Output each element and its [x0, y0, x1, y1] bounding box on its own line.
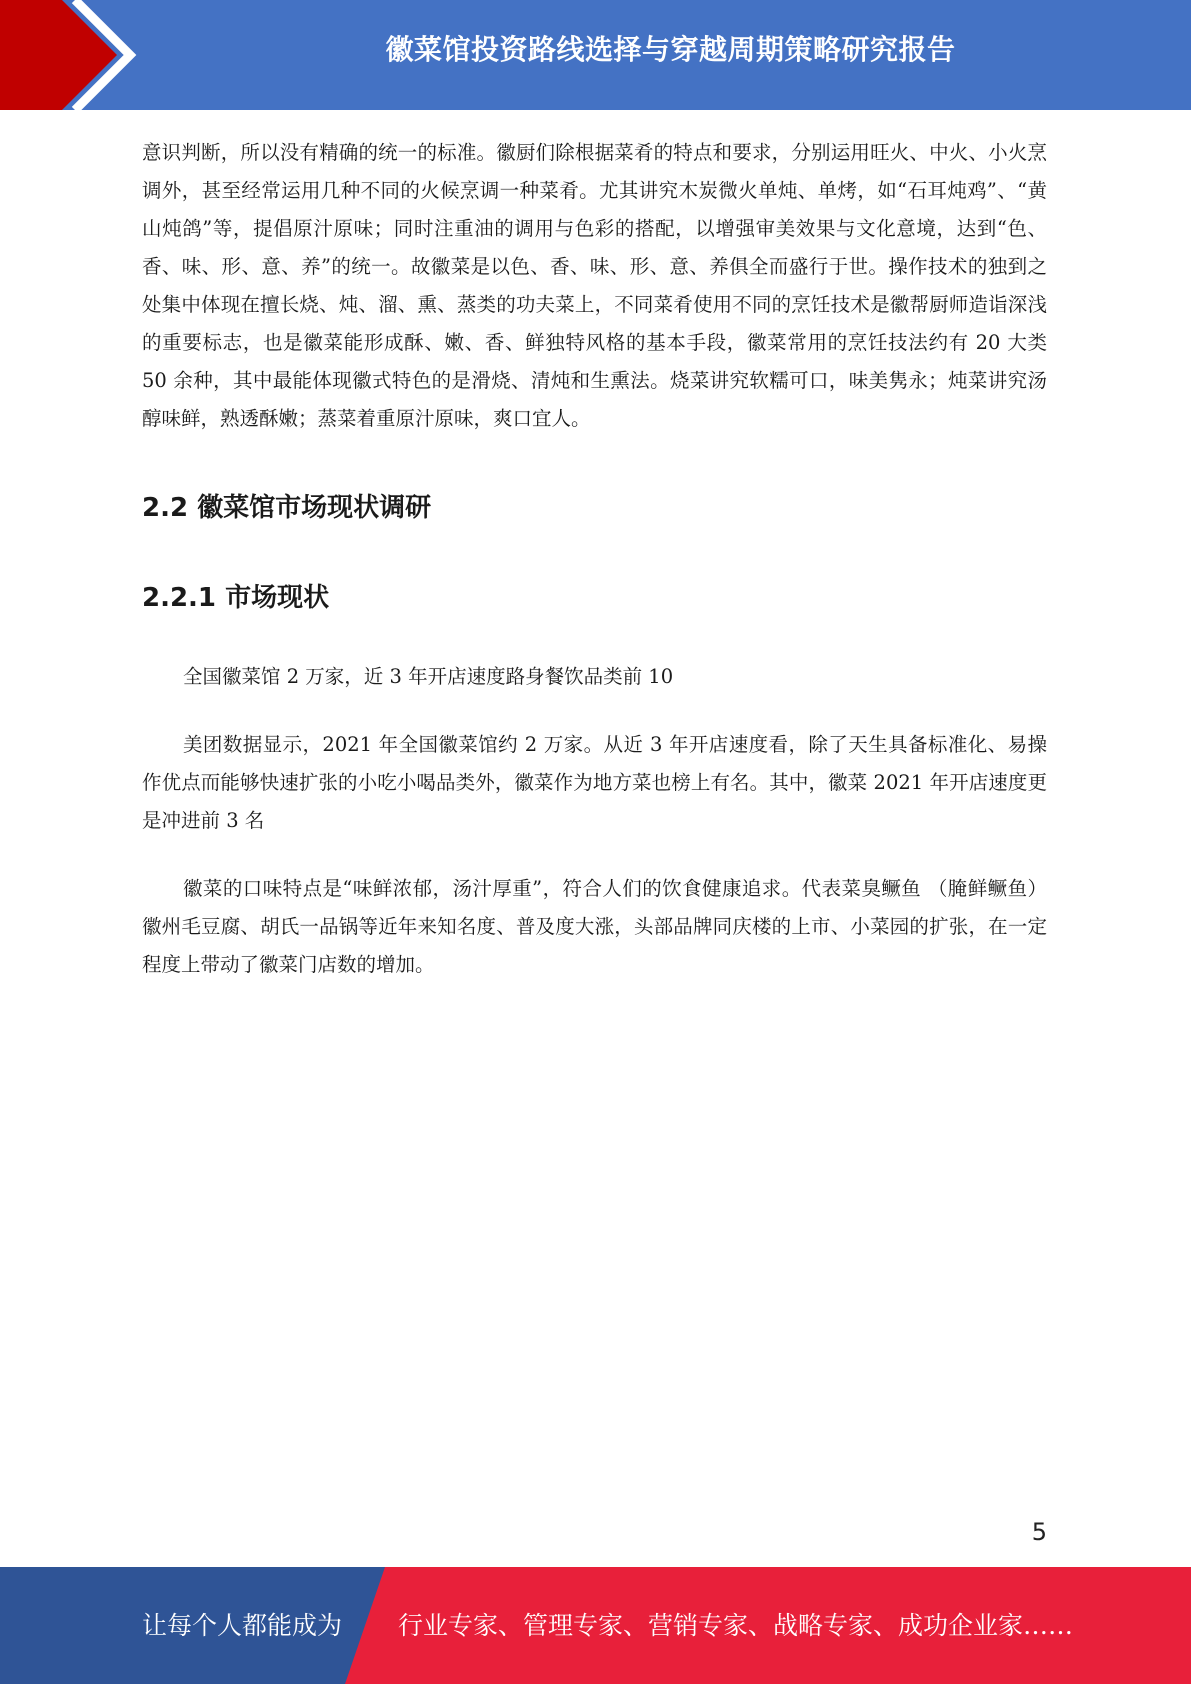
- footer-slogan-right: 行业专家、管理专家、营销专家、战略专家、成功企业家……: [398, 1611, 1074, 1640]
- body-paragraph: 美团数据显示，2021 年全国徽菜馆约 2 万家。从近 3 年开店速度看，除了天生具备标准化、易操作优点而能够快速扩张的小吃小喝品类外，徽菜作为地方菜也榜上有名。其中，徽菜 2021 年开店速度更是冲进前 3 名: [142, 733, 1047, 832]
- footer-slogan-left: 让每个人都能成为: [142, 1611, 343, 1640]
- page-content: [142, 134, 1047, 984]
- intro-paragraph: 意识判断，所以没有精确的统一的标准。徽厨们除根据菜肴的特点和要求，分别运用旺火、中火、小火烹调外，甚至经常运用几种不同的火候烹调一种菜肴。尤其讲究木炭微火单炖、单烤，如“石耳炖鸡”、“黄山炖鸽”等，提倡原汁原味；同时注重油的调用与色彩的搭配，以增强审美效果与文化意境，达到“色、香、味、形、意、养”的统一。故徽菜是以色、香、味、形、意、养俱全而盛行于世。操作技术的独到之处集中体现在擅长烧、炖、溜、熏、蒸类的功夫菜上，不同菜肴使用不同的烹饪技术是徽帮厨师造诣深浅的重要标志，也是徽菜能形成酥、嫩、香、鲜独特风格的基本手段，徽菜常用的烹饪技法约有 20 大类 50 余种，其中最能体现徽式特色的是滑烧、清炖和生熏法。烧菜讲究软糯可口，味美隽永；炖菜讲究汤醇味鲜，熟透酥嫩；蒸菜着重原汁原味，爽口宜人。: [142, 141, 1047, 430]
- footer-banner: [0, 1567, 1191, 1684]
- header-arrow-decoration: [0, 0, 150, 110]
- body-paragraph: 全国徽菜馆 2 万家，近 3 年开店速度路身餐饮品类前 10: [183, 665, 674, 688]
- section-heading: 2.2 徽菜馆市场现状调研: [142, 493, 432, 523]
- header-banner: [0, 0, 1191, 110]
- page-number: 5: [1031, 1518, 1047, 1546]
- report-title: 徽菜馆投资路线选择与穿越周期策略研究报告: [385, 33, 956, 66]
- body-paragraph: 徽菜的口味特点是“味鲜浓郁，汤汁厚重”，符合人们的饮食健康追求。代表菜臭鳜鱼 （腌鲜鳜鱼）徽州毛豆腐、胡氏一品锅等近年来知名度、普及度大涨，头部品牌同庆楼的上市、小菜园的扩张，在一定程度上带动了徽菜门店数的增加。: [142, 877, 1047, 976]
- subsection-heading: 2.2.1 市场现状: [142, 583, 330, 613]
